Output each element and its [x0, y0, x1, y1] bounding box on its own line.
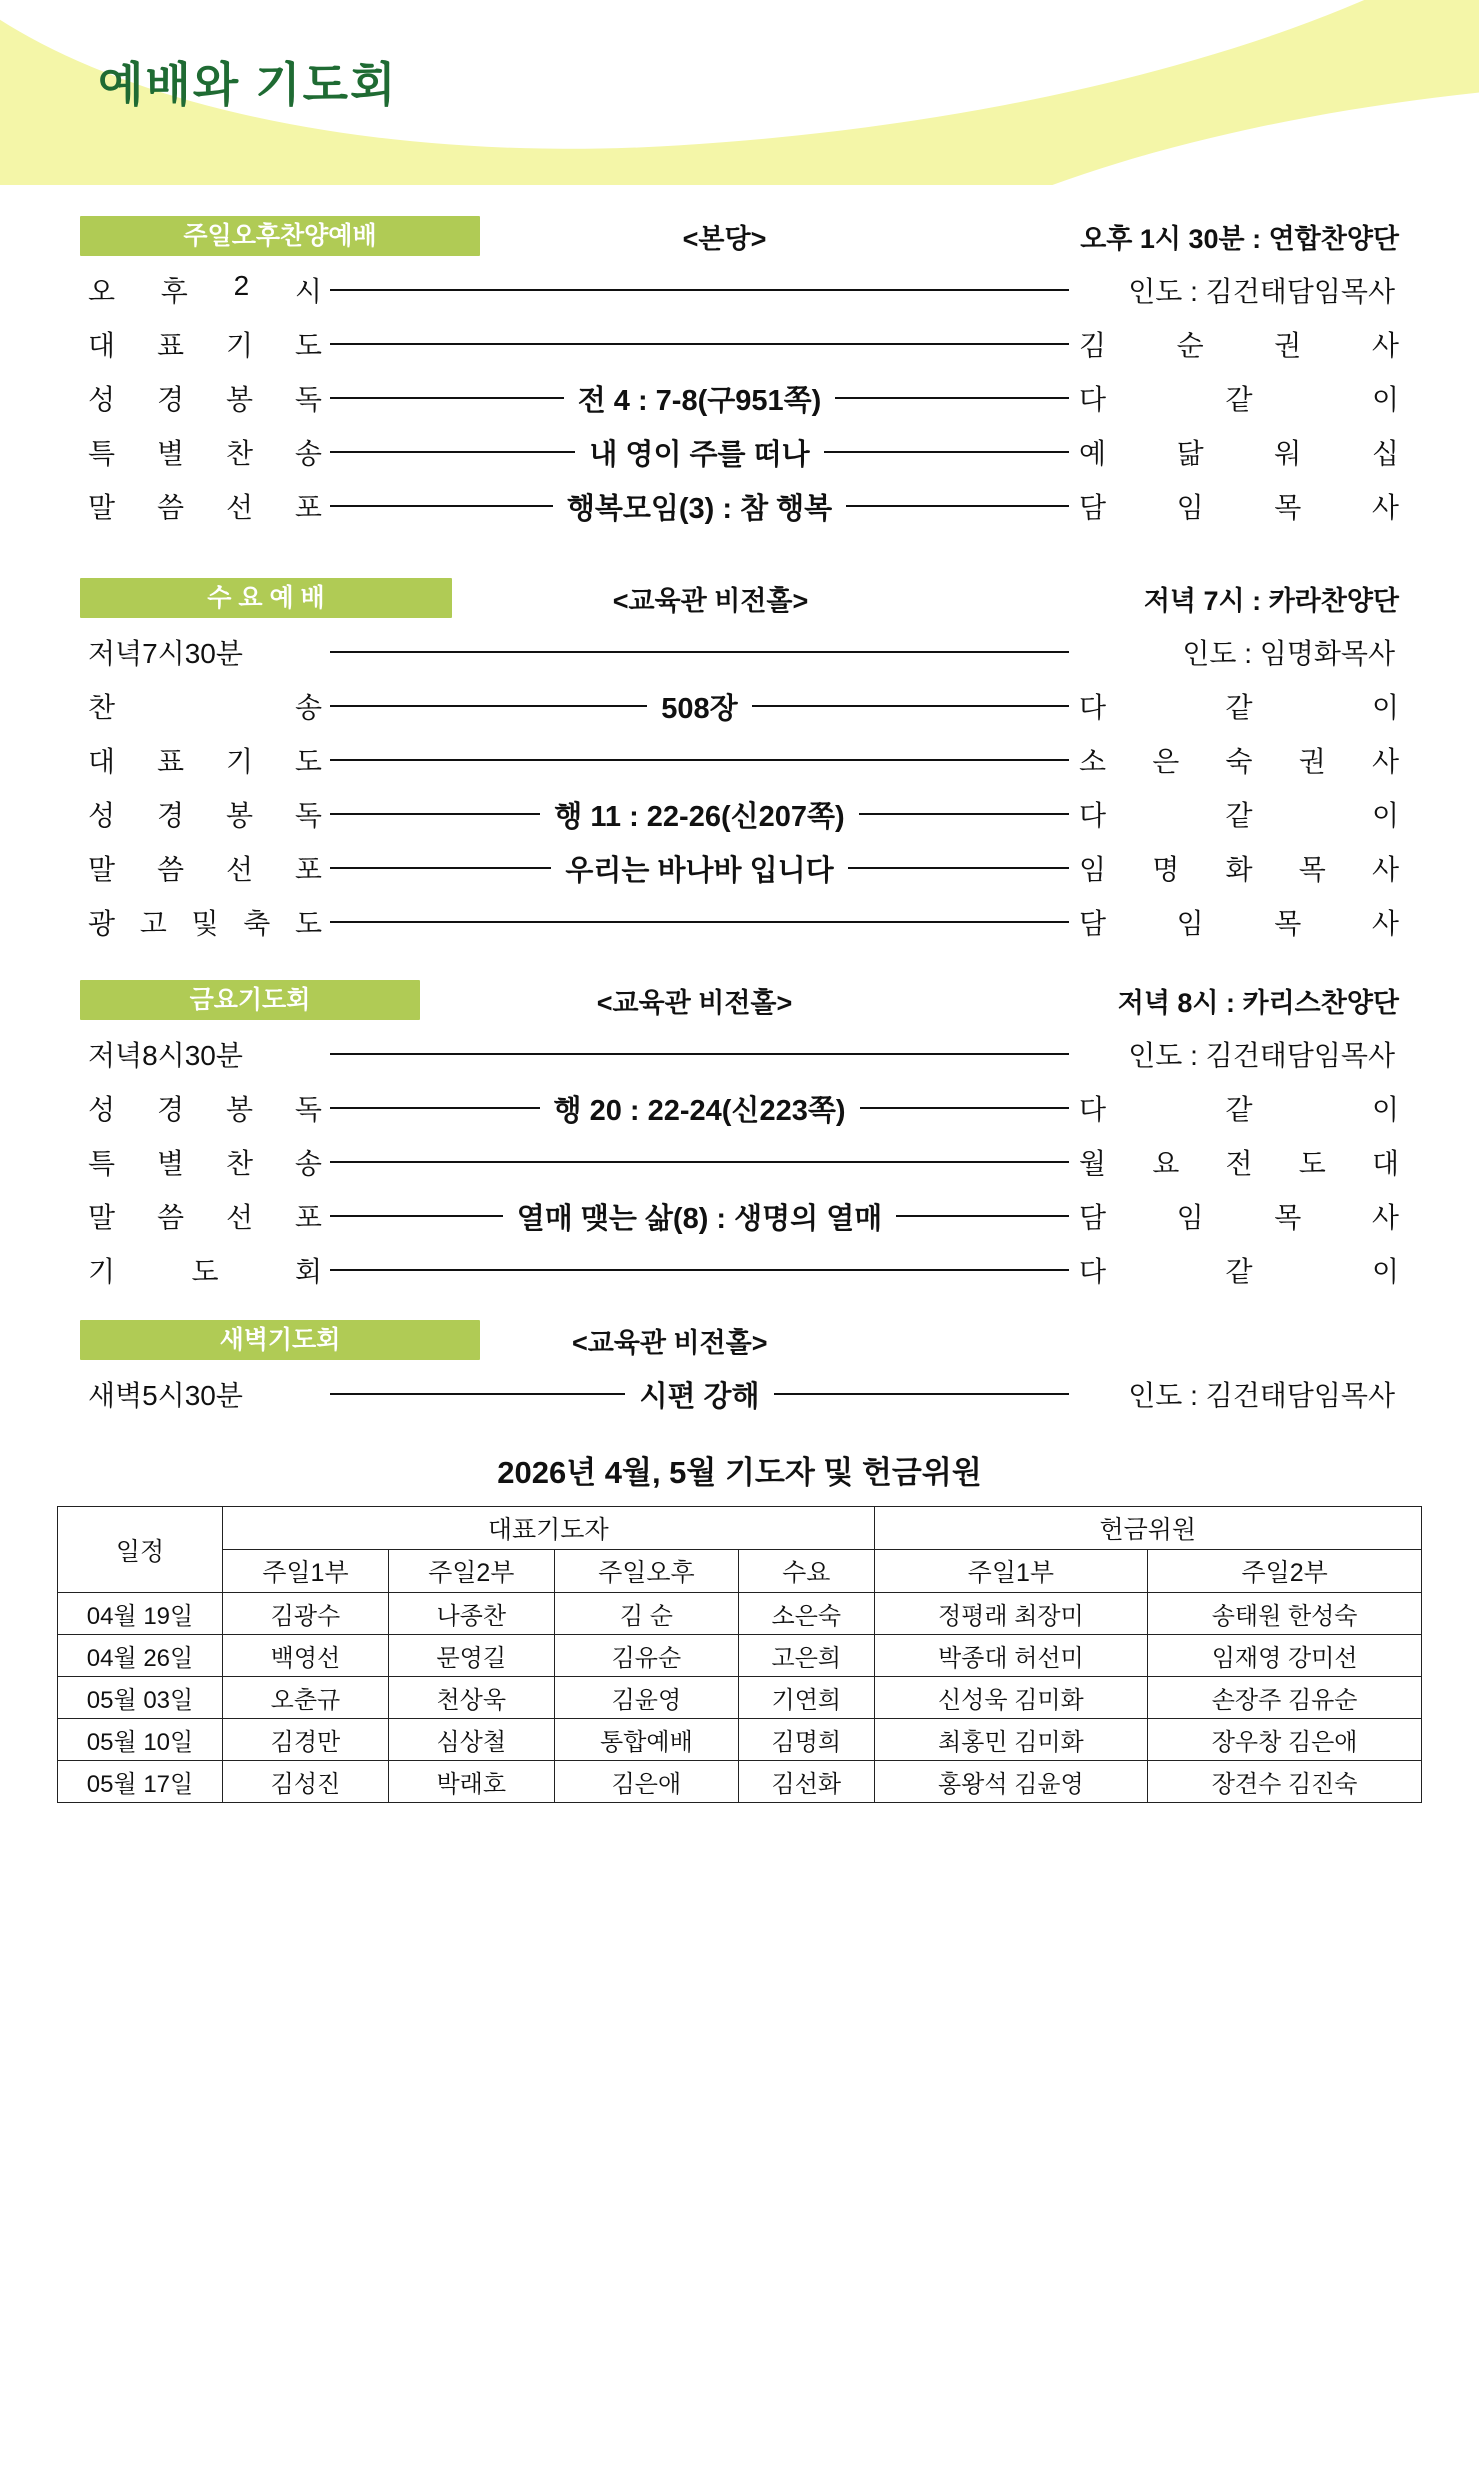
row-person: 소 은 숙 권 사 — [1079, 746, 1399, 777]
row-cell-6: 장우창 김은애 — [1148, 1719, 1422, 1761]
row-date: 05월 10일 — [58, 1719, 223, 1761]
section-tag: 새벽기도회 — [80, 1320, 480, 1360]
row-detail — [330, 841, 1069, 895]
table-row — [58, 1677, 1422, 1719]
service-section — [0, 979, 1479, 1297]
row-date: 05월 03일 — [58, 1677, 223, 1719]
row-cell-1: 오춘규 — [223, 1677, 389, 1719]
rule-left — [330, 759, 1069, 761]
section-place: <교육관 비전홀> — [612, 585, 809, 616]
table-row — [58, 1761, 1422, 1803]
row-label: 특 별 찬 송 — [88, 1148, 322, 1179]
row-detail-text: 행복모임(3) : 참 행복 — [566, 492, 833, 525]
row-cell-2: 박래호 — [388, 1761, 554, 1803]
row-cell-5: 신성욱 김미화 — [874, 1677, 1148, 1719]
row-detail — [330, 1189, 1069, 1243]
row-detail — [330, 1367, 1069, 1421]
schedule-row — [80, 1189, 1399, 1243]
subheader-3: 주일오후 — [554, 1550, 738, 1593]
schedule-row — [80, 317, 1399, 371]
rule-left — [330, 867, 551, 869]
rule-right — [835, 397, 1069, 399]
rule-left — [330, 651, 1069, 653]
subheader-1: 주일1부 — [223, 1550, 389, 1593]
section-header — [80, 1319, 1399, 1361]
rule-left — [330, 1161, 1069, 1163]
row-person: 인도 : 임명화목사 — [1182, 638, 1395, 669]
row-label: 말 씀 선 포 — [88, 1202, 322, 1233]
row-cell-3: 통합예배 — [554, 1719, 738, 1761]
row-cell-6: 손장주 김유순 — [1148, 1677, 1422, 1719]
rule-left — [330, 1393, 625, 1395]
row-detail-text: 508장 — [661, 692, 738, 725]
schedule-row — [80, 263, 1399, 317]
row-label: 성 경 봉 독 — [88, 800, 322, 831]
rule-left — [330, 1215, 503, 1217]
row-person: 다 같 이 — [1079, 1094, 1399, 1125]
row-person: 담 임 목 사 — [1079, 492, 1399, 523]
row-detail — [330, 1135, 1069, 1189]
row-date: 05월 17일 — [58, 1761, 223, 1803]
header-offering-group: 헌금위원 — [874, 1507, 1422, 1550]
subheader-6: 주일2부 — [1148, 1550, 1422, 1593]
header-prayer-group: 대표기도자 — [223, 1507, 875, 1550]
service-schedule — [0, 215, 1479, 1421]
donor-table-head — [58, 1507, 1422, 1593]
row-detail — [330, 733, 1069, 787]
row-label: 광 고 및 축 도 — [88, 908, 322, 939]
row-detail — [330, 371, 1069, 425]
rule-right — [846, 505, 1069, 507]
row-label: 대 표 기 도 — [88, 330, 322, 361]
row-label: 기 도 회 — [88, 1256, 322, 1287]
row-cell-3: 김은애 — [554, 1761, 738, 1803]
row-cell-4: 김선화 — [739, 1761, 874, 1803]
row-detail — [330, 625, 1069, 679]
rule-right — [860, 1107, 1070, 1109]
row-label: 저녁8시30분 — [88, 1040, 243, 1071]
donor-table-subheader-row — [58, 1550, 1422, 1593]
subheader-4: 수요 — [739, 1550, 874, 1593]
table-row — [58, 1593, 1422, 1635]
section-tag: 금요기도회 — [80, 980, 420, 1020]
row-label: 말 씀 선 포 — [88, 492, 322, 523]
row-cell-3: 김유순 — [554, 1635, 738, 1677]
row-label: 말 씀 선 포 — [88, 854, 322, 885]
row-detail — [330, 1243, 1069, 1297]
section-header — [80, 577, 1399, 619]
section-header — [80, 979, 1399, 1021]
rule-right — [824, 451, 1069, 453]
schedule-row — [80, 1027, 1399, 1081]
table-row — [58, 1719, 1422, 1761]
row-detail — [330, 479, 1069, 533]
row-person: 다 같 이 — [1079, 1256, 1399, 1287]
subheader-2: 주일2부 — [388, 1550, 554, 1593]
schedule-row — [80, 895, 1399, 949]
header-schedule: 일정 — [58, 1507, 223, 1593]
row-label: 새벽5시30분 — [88, 1380, 243, 1411]
row-person: 김 순 권 사 — [1079, 330, 1399, 361]
donor-table-title: 2026년 4월, 5월 기도자 및 헌금위원 — [497, 1455, 982, 1490]
rule-left — [330, 813, 540, 815]
row-label: 특 별 찬 송 — [88, 438, 322, 469]
row-cell-5: 홍왕석 김윤영 — [874, 1761, 1148, 1803]
subheader-5: 주일1부 — [874, 1550, 1148, 1593]
row-person: 인도 : 김건태담임목사 — [1128, 1380, 1395, 1411]
page-banner — [0, 0, 1479, 185]
section-place: <본당> — [682, 223, 767, 254]
row-detail — [330, 1027, 1069, 1081]
donor-table-body — [58, 1593, 1422, 1803]
rule-left — [330, 705, 647, 707]
row-person: 담 임 목 사 — [1079, 1202, 1399, 1233]
rule-left — [330, 397, 564, 399]
row-cell-5: 최홍민 김미화 — [874, 1719, 1148, 1761]
row-detail — [330, 1081, 1069, 1135]
service-section — [0, 215, 1479, 533]
page-title: 예배와 기도회 — [98, 58, 398, 111]
schedule-row — [80, 371, 1399, 425]
row-detail-text: 열매 맺는 삶(8) : 생명의 열매 — [516, 1202, 883, 1235]
rule-left — [330, 343, 1069, 345]
donor-table-group-header-row — [58, 1507, 1422, 1550]
row-person: 예 닮 워 십 — [1079, 438, 1399, 469]
row-cell-6: 송태원 한성숙 — [1148, 1593, 1422, 1635]
row-date: 04월 26일 — [58, 1635, 223, 1677]
row-cell-5: 박종대 허선미 — [874, 1635, 1148, 1677]
row-person: 다 같 이 — [1079, 692, 1399, 723]
row-cell-2: 심상철 — [388, 1719, 554, 1761]
row-cell-3: 김윤영 — [554, 1677, 738, 1719]
rule-left — [330, 451, 575, 453]
donor-table — [57, 1506, 1422, 1803]
row-cell-2: 문영길 — [388, 1635, 554, 1677]
rule-left — [330, 921, 1069, 923]
row-detail-text: 행 11 : 22-26(신207쪽) — [554, 800, 845, 833]
schedule-row — [80, 625, 1399, 679]
row-person: 임 명 화 목 사 — [1079, 854, 1399, 885]
row-cell-4: 소은숙 — [739, 1593, 874, 1635]
row-person: 다 같 이 — [1079, 384, 1399, 415]
section-place: <교육관 비전홀> — [572, 1327, 768, 1358]
row-label: 대 표 기 도 — [88, 746, 322, 777]
rule-right — [848, 867, 1069, 869]
row-cell-1: 백영선 — [223, 1635, 389, 1677]
row-cell-2: 나종찬 — [388, 1593, 554, 1635]
row-person: 다 같 이 — [1079, 800, 1399, 831]
row-detail-text: 시편 강해 — [639, 1380, 760, 1413]
row-label: 성 경 봉 독 — [88, 384, 322, 415]
section-place: <교육관 비전홀> — [596, 987, 793, 1018]
row-person: 월 요 전 도 대 — [1079, 1148, 1399, 1179]
row-person: 담 임 목 사 — [1079, 908, 1399, 939]
schedule-row — [80, 425, 1399, 479]
rule-left — [330, 1053, 1069, 1055]
row-cell-5: 정평래 최장미 — [874, 1593, 1148, 1635]
row-detail-text: 전 4 : 7-8(구951쪽) — [577, 384, 822, 417]
schedule-row — [80, 479, 1399, 533]
section-tag: 수 요 예 배 — [80, 578, 452, 618]
schedule-row — [80, 1081, 1399, 1135]
schedule-row — [80, 787, 1399, 841]
service-section — [0, 1319, 1479, 1421]
row-cell-2: 천상욱 — [388, 1677, 554, 1719]
row-label: 오 후 2 시 — [88, 270, 322, 307]
section-tag: 주일오후찬양예배 — [80, 216, 480, 256]
row-detail-text: 우리는 바나바 입니다 — [565, 854, 834, 887]
row-person: 인도 : 김건태담임목사 — [1128, 1040, 1395, 1071]
rule-left — [330, 289, 1069, 291]
row-date: 04월 19일 — [58, 1593, 223, 1635]
section-note: 저녁 8시 : 카리스찬양단 — [1117, 987, 1399, 1018]
row-detail-text: 행 20 : 22-24(신223쪽) — [553, 1094, 846, 1127]
row-detail — [330, 679, 1069, 733]
schedule-row — [80, 1243, 1399, 1297]
rule-left — [330, 505, 553, 507]
rule-right — [859, 813, 1069, 815]
row-cell-4: 고은희 — [739, 1635, 874, 1677]
section-header — [80, 215, 1399, 257]
row-detail — [330, 425, 1069, 479]
schedule-row — [80, 1367, 1399, 1421]
row-cell-6: 임재영 강미선 — [1148, 1635, 1422, 1677]
row-cell-1: 김경만 — [223, 1719, 389, 1761]
row-cell-1: 김성진 — [223, 1761, 389, 1803]
rule-right — [774, 1393, 1069, 1395]
row-cell-6: 장견수 김진숙 — [1148, 1761, 1422, 1803]
rule-left — [330, 1269, 1069, 1271]
section-note: 오후 1시 30분 : 연합찬양단 — [1080, 223, 1399, 254]
row-detail — [330, 895, 1069, 949]
row-detail — [330, 317, 1069, 371]
service-section — [0, 577, 1479, 949]
rule-left — [330, 1107, 540, 1109]
row-label: 찬 송 — [88, 692, 322, 723]
row-cell-1: 김광수 — [223, 1593, 389, 1635]
schedule-row — [80, 733, 1399, 787]
row-cell-4: 김명희 — [739, 1719, 874, 1761]
row-detail — [330, 787, 1069, 841]
row-cell-4: 기연희 — [739, 1677, 874, 1719]
schedule-row — [80, 679, 1399, 733]
rule-right — [752, 705, 1069, 707]
table-row — [58, 1635, 1422, 1677]
schedule-row — [80, 1135, 1399, 1189]
row-detail-text: 내 영이 주를 떠나 — [589, 438, 810, 471]
row-label: 성 경 봉 독 — [88, 1094, 322, 1125]
row-cell-3: 김 순 — [554, 1593, 738, 1635]
schedule-row — [80, 841, 1399, 895]
row-detail — [330, 263, 1069, 317]
section-note: 저녁 7시 : 카라찬양단 — [1143, 585, 1399, 616]
row-person: 인도 : 김건태담임목사 — [1128, 276, 1395, 307]
row-label: 저녁7시30분 — [88, 638, 243, 669]
rule-right — [896, 1215, 1069, 1217]
